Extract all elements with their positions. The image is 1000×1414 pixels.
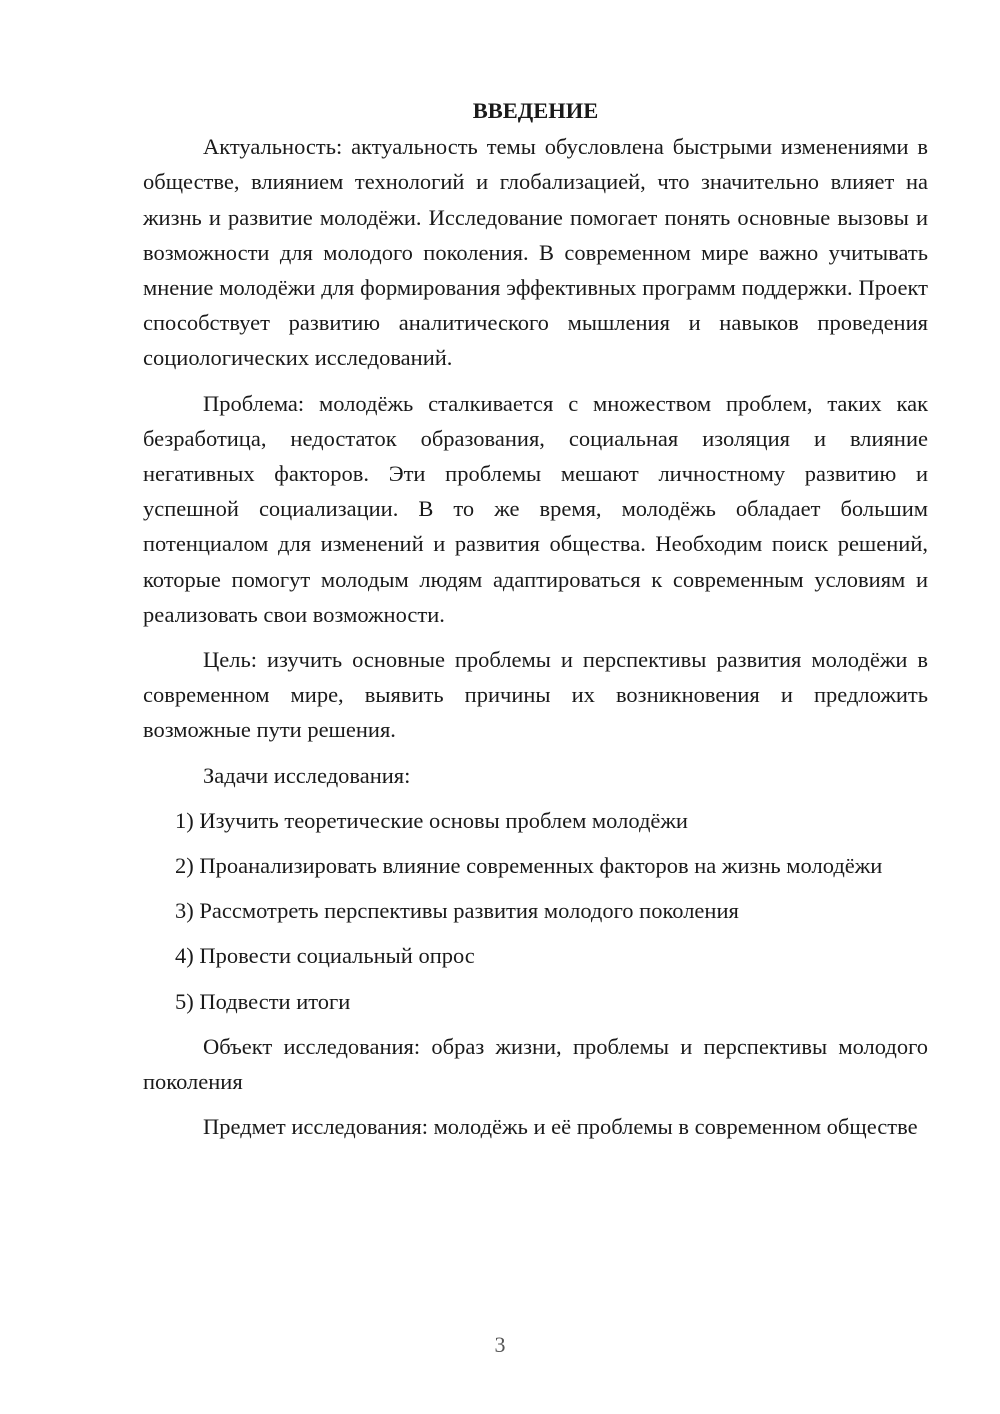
paragraph-problem: Проблема: молодёжь сталкивается с множеством проблем, таких как безработица, недостаток образования, социальная изоляция и влияние негативных факторов. Эти проблемы мешают личностному развитию и успешной социализации. В то же время, молодёжь обладает большим потенциалом для изменений и развития общества. Необходим поиск решений, которые помогут молодым людям адаптироваться к современным условиям и реализовать свои возможности. [143, 390, 928, 627]
paragraph-object: Объект исследования: образ жизни, проблемы и перспективы молодого поколения [143, 1033, 928, 1095]
paragraph-subject: Предмет исследования: молодёжь и её проблемы в современном обществе [203, 1114, 918, 1140]
page-title: ВВЕДЕНИЕ [472, 98, 599, 123]
task-item: 1) Изучить теоретические основы проблем молодёжи [175, 807, 688, 833]
paragraph-relevance: Актуальность: актуальность темы обусловлена быстрыми изменениями в обществе, влиянием технологий и глобализацией, что значительно влияет на жизнь и развитие молодёжи. Исследование помогает понять основные вызовы и возможности для молодого поколения. В современном мире важно учитывать мнение молодёжи для формирования эффективных программ поддержки. Проект способствует развитию аналитического мышления и навыков проведения социологических исследований. [143, 134, 928, 371]
task-item: 4) Провести социальный опрос [175, 943, 475, 969]
tasks-heading: Задачи исследования: [203, 762, 411, 788]
page-content [143, 93, 928, 1154]
task-item: 2) Проанализировать влияние современных факторов на жизнь молодёжи [175, 853, 883, 879]
page-number: 3 [494, 1332, 506, 1357]
task-item: 3) Рассмотреть перспективы развития молодого поколения [175, 898, 739, 924]
task-item: 5) Подвести итоги [175, 988, 351, 1014]
paragraph-goal: Цель: изучить основные проблемы и перспективы развития молодёжи в современном мире, выявить причины их возникновения и предложить возможные пути решения. [143, 647, 928, 743]
